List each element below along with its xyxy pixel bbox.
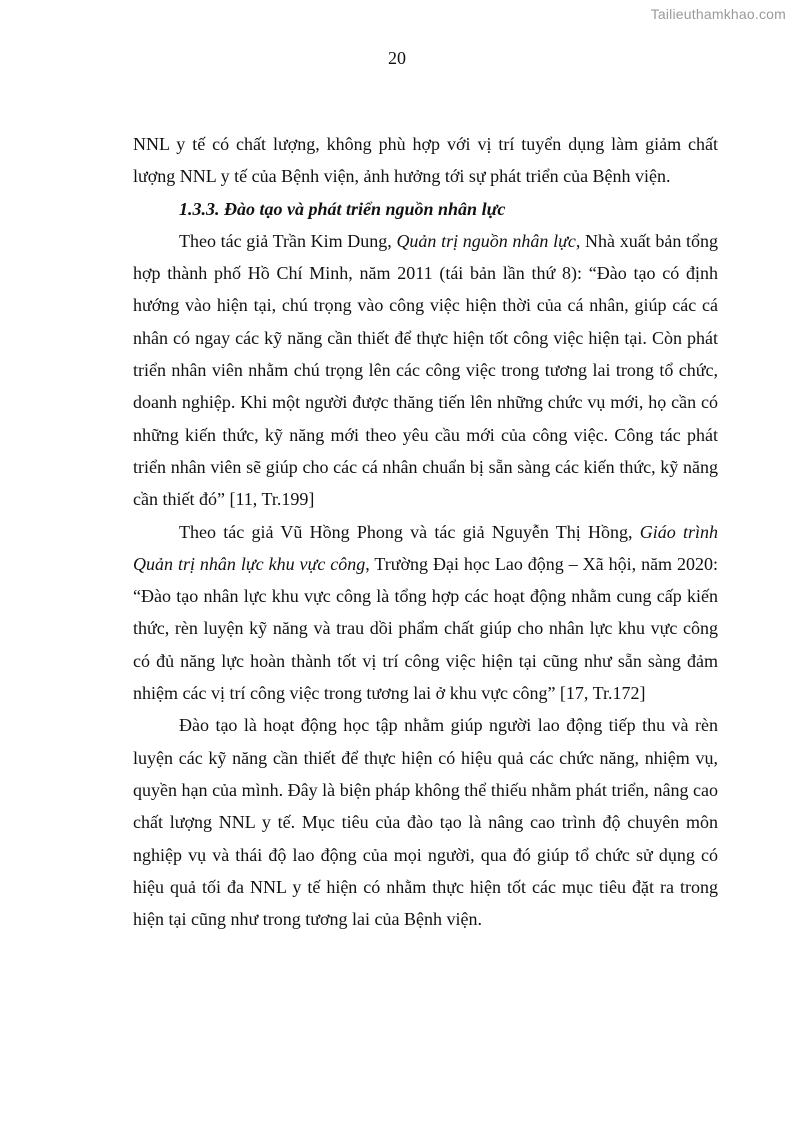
paragraph-vu-hong-phong — [133, 516, 718, 710]
paragraph-text: Theo tác giả Vũ Hồng Phong và tác giả Nguyễn Thị Hồng, — [179, 521, 640, 542]
document-body — [133, 128, 718, 935]
paragraph-text: , Trường Đại học Lao động – Xã hội, năm 2020: “Đào tạo nhân lực khu vực công là tổng hợp các hoạt động nhằm cung cấp kiến thức, rèn luyện kỹ năng và trau dồi phẩm chất giúp cho nhân lực khu vực công có đủ năng lực hoàn thành tốt vị trí công việc hiện tại cũng như sẵn sàng đảm nhiệm các vị trí công việc trong tương lai ở khu vực công” [17, Tr.172] — [133, 553, 719, 704]
book-title: Giáo trình Quản trị nhân lực khu vực công — [133, 521, 718, 574]
paragraph-text: Theo tác giả Trần Kim Dung, — [179, 230, 397, 251]
paragraph-continuation: NNL y tế có chất lượng, không phù hợp với vị trí tuyển dụng làm giảm chất lượng NNL y tế của Bệnh viện, ảnh hưởng tới sự phát triển của Bệnh viện. — [133, 134, 718, 187]
book-title: Quản trị nguồn nhân lực — [396, 230, 576, 251]
paragraph-text: , Nhà xuất bản tổng hợp thành phố Hồ Chí Minh, năm 2011 (tái bản lần thứ 8): “Đào tạo có định hướng vào hiện tại, chú trọng vào công việc hiện thời của cá nhân, giúp các cá nhân có ngay các kỹ năng cần thiết để thực hiện tốt công việc hiện tại. Còn phát triển nhân viên nhằm chú trọng lên các công việc trong tương lai trong tổ chức, doanh nghiệp. Khi một người được thăng tiến lên những chức vụ mới, họ cần có những kiến thức, kỹ năng mới theo yêu cầu mới của công việc. Công tác phát triển nhân viên sẽ giúp cho các cá nhân chuẩn bị sẵn sàng các kiến thức, kỹ năng cần thiết đó” [11, Tr.199] — [133, 230, 718, 510]
paragraph-tran-kim-dung — [133, 225, 718, 516]
watermark: Tailieuthamkhao.com — [650, 6, 786, 22]
page-number: 20 — [388, 48, 406, 68]
paragraph-dao-tao: Đào tạo là hoạt động học tập nhằm giúp người lao động tiếp thu và rèn luyện các kỹ năng cần thiết để thực hiện có hiệu quả các chức năng, nhiệm vụ, quyền hạn của mình. Đây là biện pháp không thể thiếu nhằm phát triển, nâng cao chất lượng NNL y tế. Mục tiêu của đào tạo là nâng cao trình độ chuyên môn nghiệp vụ và thái độ lao động của mọi người, qua đó giúp tổ chức sử dụng có hiệu quả tối đa NNL y tế hiện có nhằm thực hiện tốt các mục tiêu đặt ra trong hiện tại cũng như trong tương lai của Bệnh viện. — [133, 715, 718, 930]
section-heading: 1.3.3. Đào tạo và phát triển nguồn nhân lực — [179, 198, 506, 219]
